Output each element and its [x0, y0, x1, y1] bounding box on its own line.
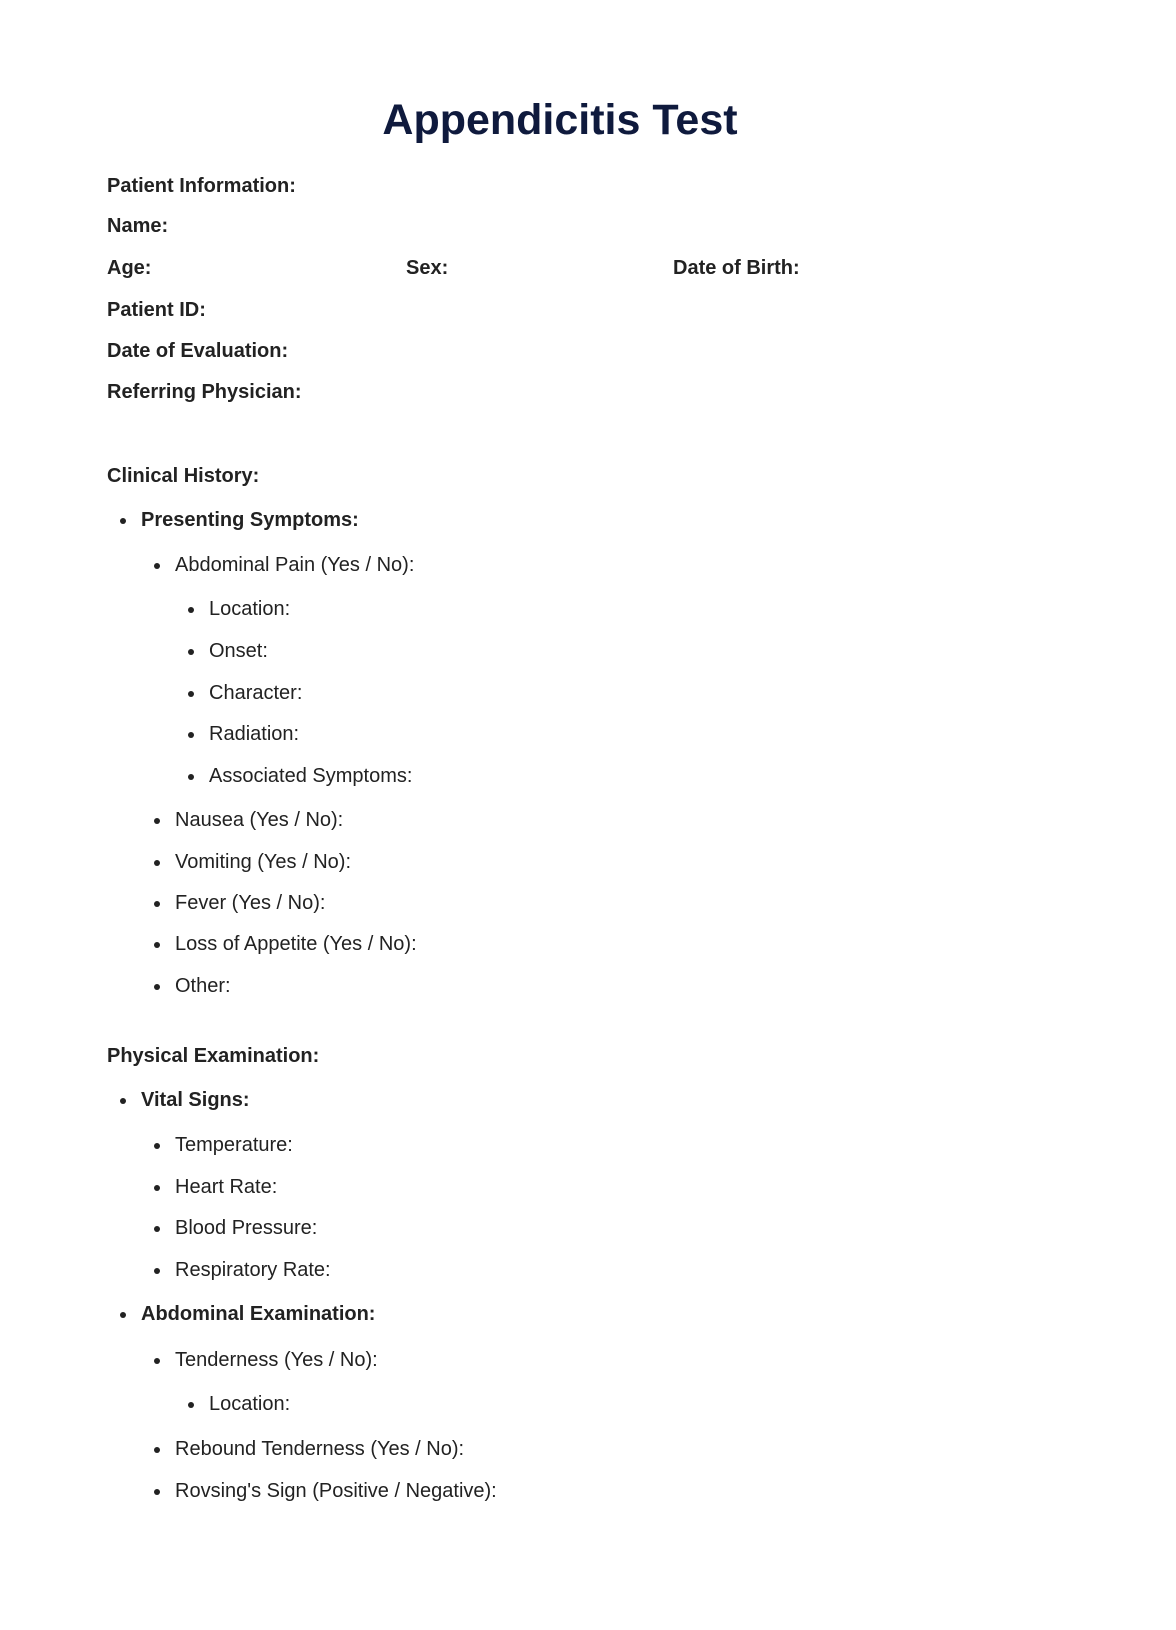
page-title: Appendicitis Test	[382, 96, 738, 144]
physical-exam-heading: Physical Examination:	[107, 1045, 320, 1067]
pain-character-item: Character:	[209, 682, 303, 704]
temperature-item: Temperature:	[175, 1134, 293, 1156]
referring-physician-label: Referring Physician:	[107, 381, 302, 403]
pain-location-item: Location:	[209, 598, 291, 620]
blood-pressure-item: Blood Pressure:	[175, 1217, 318, 1239]
associated-symptoms-item: Associated Symptoms:	[209, 765, 413, 787]
loss-of-appetite-item: Loss of Appetite (Yes / No):	[175, 933, 417, 955]
rovsing-sign-item: Rovsing's Sign (Positive / Negative):	[175, 1480, 497, 1502]
pain-radiation-item: Radiation:	[209, 723, 300, 745]
dob-label: Date of Birth:	[673, 257, 800, 279]
tenderness-item: Tenderness (Yes / No):	[175, 1349, 378, 1371]
patient-id-label: Patient ID:	[107, 299, 206, 321]
vital-signs-item: Vital Signs:	[141, 1089, 250, 1111]
nausea-item: Nausea (Yes / No):	[175, 809, 344, 831]
date-of-evaluation-label: Date of Evaluation:	[107, 340, 289, 362]
age-label: Age:	[107, 257, 152, 279]
name-label: Name:	[107, 215, 169, 237]
heart-rate-item: Heart Rate:	[175, 1176, 278, 1198]
sex-label: Sex:	[406, 257, 449, 279]
rebound-tenderness-item: Rebound Tenderness (Yes / No):	[175, 1438, 465, 1460]
vomiting-item: Vomiting (Yes / No):	[175, 851, 352, 873]
abdominal-pain-item: Abdominal Pain (Yes / No):	[175, 554, 415, 576]
other-symptom-item: Other:	[175, 975, 231, 997]
presenting-symptoms-item: Presenting Symptoms:	[141, 509, 359, 531]
fever-item: Fever (Yes / No):	[175, 892, 326, 914]
pain-onset-item: Onset:	[209, 640, 268, 662]
clinical-history-heading: Clinical History:	[107, 465, 260, 487]
respiratory-rate-item: Respiratory Rate:	[175, 1259, 331, 1281]
abdominal-exam-item: Abdominal Examination:	[141, 1303, 376, 1325]
tenderness-location-item: Location:	[209, 1393, 291, 1415]
patient-info-heading: Patient Information:	[107, 175, 296, 197]
